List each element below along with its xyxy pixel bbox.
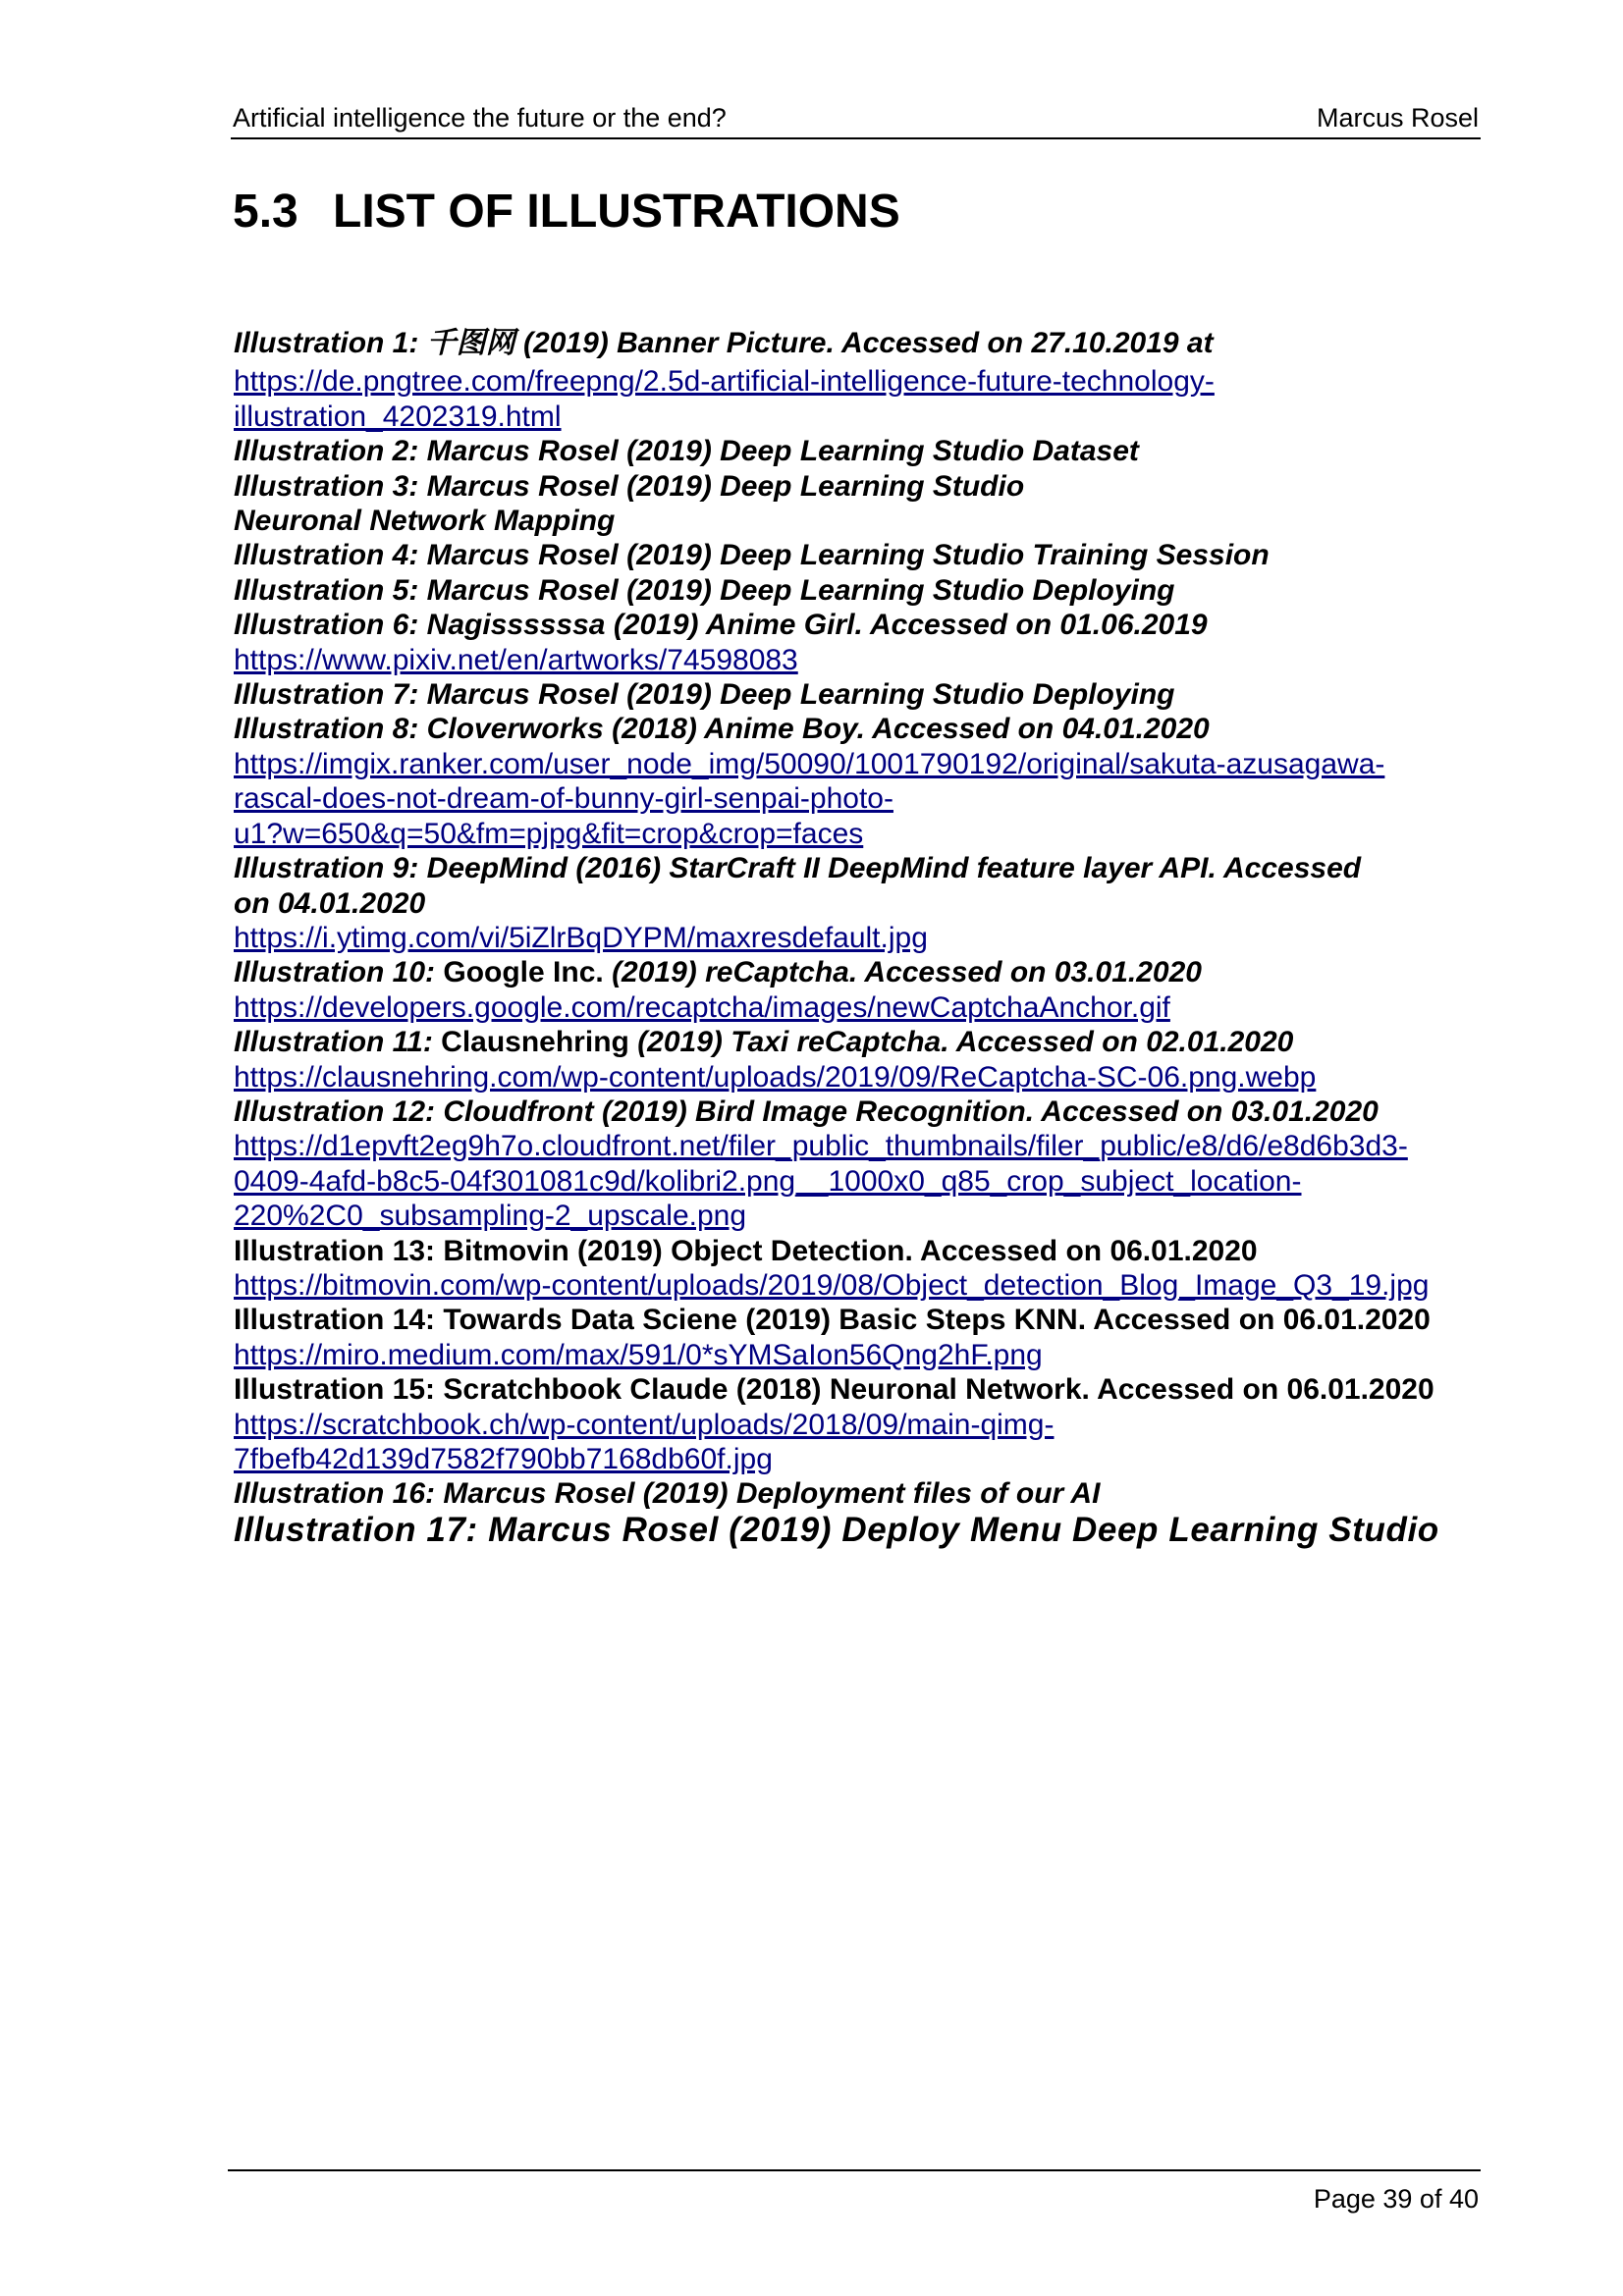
section-heading: [233, 183, 900, 241]
illustration-list: [234, 326, 1481, 1549]
illustration-1-link-line-1[interactable]: https://de.pngtree.com/freepng/2.5d-artificial-intelligence-future-technology-: [234, 365, 1215, 399]
illustration-15-link-line-2[interactable]: 7fbefb42d139d7582f790bb7168db60f.jpg: [234, 1443, 773, 1475]
illustration-11-author: Clausnehring: [441, 1026, 629, 1059]
illustration-13-link[interactable]: https://bitmovin.com/wp-content/uploads/2019/08/Object_detection_Blog_Image_Q3_19.jpg: [234, 1268, 1430, 1302]
illustration-15-link-line-1[interactable]: https://scratchbook.ch/wp-content/uploads/2018/09/main-qimg-: [234, 1408, 1055, 1441]
illustration-11-link[interactable]: https://clausnehring.com/wp-content/uploads/2019/09/ReCaptcha-SC-06.png.webp: [234, 1060, 1317, 1094]
illustration-8-caption: Illustration 8: Cloverworks (2018) Anime Boy. Accessed on 04.01.2020: [234, 713, 1210, 746]
illustration-8-link-line-3[interactable]: u1?w=650&q=50&fm=pjpg&fit=crop&crop=faces: [234, 817, 864, 850]
illustration-16-caption: Illustration 16: Marcus Rosel (2019) Deployment files of our AI: [234, 1477, 1101, 1511]
illustration-7-caption: Illustration 7: Marcus Rosel (2019) Deep Learning Studio Deploying: [234, 678, 1175, 712]
illustration-3-caption: Illustration 3: Marcus Rosel (2019) Deep Learning Studio: [234, 469, 1025, 503]
illustration-11-details: (2019) Taxi reCaptcha. Accessed on 02.01.2020: [628, 1026, 1294, 1059]
document-author: Marcus Rosel: [1316, 103, 1479, 133]
illustration-8-link-line-2[interactable]: rascal-does-not-dream-of-bunny-girl-senpai-photo-: [234, 782, 893, 816]
illustration-3-caption-continued: Neuronal Network Mapping: [234, 505, 616, 538]
illustration-12-link-line-2[interactable]: 0409-4afd-b8c5-04f301081c9d/kolibri2.png__1000x0_q85_crop_subject_location-: [234, 1164, 1302, 1198]
illustration-2-caption: Illustration 2: Marcus Rosel (2019) Deep Learning Studio Dataset: [234, 435, 1139, 468]
illustration-12-caption: Illustration 12: Cloudfront (2019) Bird Image Recognition. Accessed on 03.01.2020: [234, 1095, 1379, 1128]
page-footer: [228, 2169, 1481, 2214]
document-title: Artificial intelligence the future or the end?: [233, 103, 727, 133]
section-number: 5.3: [233, 186, 298, 238]
illustration-1-link-line-2[interactable]: illustration_4202319.html: [234, 400, 562, 433]
page-header: [231, 98, 1481, 139]
illustration-10-label: Illustration 10:: [234, 956, 444, 989]
illustration-12-link-line-3[interactable]: 220%2C0_subsampling-2_upscale.png: [234, 1200, 747, 1233]
illustration-15-caption: Illustration 15: Scratchbook Claude (2018) Neuronal Network. Accessed on 06.01.2020: [234, 1373, 1434, 1407]
illustration-11-caption: [234, 1025, 1481, 1059]
illustration-6-caption: Illustration 6: Nagissssssa (2019) Anime Girl. Accessed on 01.06.2019: [234, 609, 1208, 642]
illustration-1-caption: Illustration 1: 千图网 (2019) Banner Picture. Accessed on 27.10.2019 at: [234, 327, 1214, 359]
illustration-9-caption: Illustration 9: DeepMind (2016) StarCraft II DeepMind feature layer API. Accessed: [234, 852, 1362, 885]
illustration-14-caption: Illustration 14: Towards Data Sciene (2019) Basic Steps KNN. Accessed on 06.01.2020: [234, 1304, 1431, 1337]
illustration-12-link-line-1[interactable]: https://d1epvft2eg9h7o.cloudfront.net/filer_public_thumbnails/filer_public/e8/d6/e8d6b3d3-: [234, 1130, 1408, 1163]
illustration-10-caption: [234, 955, 1481, 989]
illustration-10-link[interactable]: https://developers.google.com/recaptcha/images/newCaptchaAnchor.gif: [234, 990, 1170, 1024]
section-title: LIST OF ILLUSTRATIONS: [333, 186, 900, 238]
illustration-8-link-line-1[interactable]: https://imgix.ranker.com/user_node_img/50090/1001790192/original/sakuta-azusagawa-: [234, 747, 1385, 780]
illustration-13-caption: Illustration 13: Bitmovin (2019) Object Detection. Accessed on 06.01.2020: [234, 1234, 1258, 1267]
illustration-17-caption: Illustration 17: Marcus Rosel (2019) Deploy Menu Deep Learning Studio: [234, 1510, 1439, 1549]
illustration-5-caption: Illustration 5: Marcus Rosel (2019) Deep Learning Studio Deploying: [234, 573, 1175, 607]
illustration-10-author: Google Inc.: [443, 956, 604, 989]
illustration-9-caption-continued: on 04.01.2020: [234, 886, 426, 920]
page-number: Page 39 of 40: [1313, 2184, 1479, 2214]
illustration-10-details: (2019) reCaptcha. Accessed on 03.01.2020: [603, 956, 1202, 989]
illustration-9-link[interactable]: https://i.ytimg.com/vi/5iZlrBqDYPM/maxresdefault.jpg: [234, 921, 928, 954]
illustration-14-link[interactable]: https://miro.medium.com/max/591/0*sYMSaIon56Qng2hF.png: [234, 1338, 1043, 1371]
illustration-4-caption: Illustration 4: Marcus Rosel (2019) Deep Learning Studio Training Session: [234, 539, 1270, 572]
illustration-11-label: Illustration 11:: [234, 1026, 442, 1059]
illustration-6-link[interactable]: https://www.pixiv.net/en/artworks/74598083: [234, 643, 798, 676]
